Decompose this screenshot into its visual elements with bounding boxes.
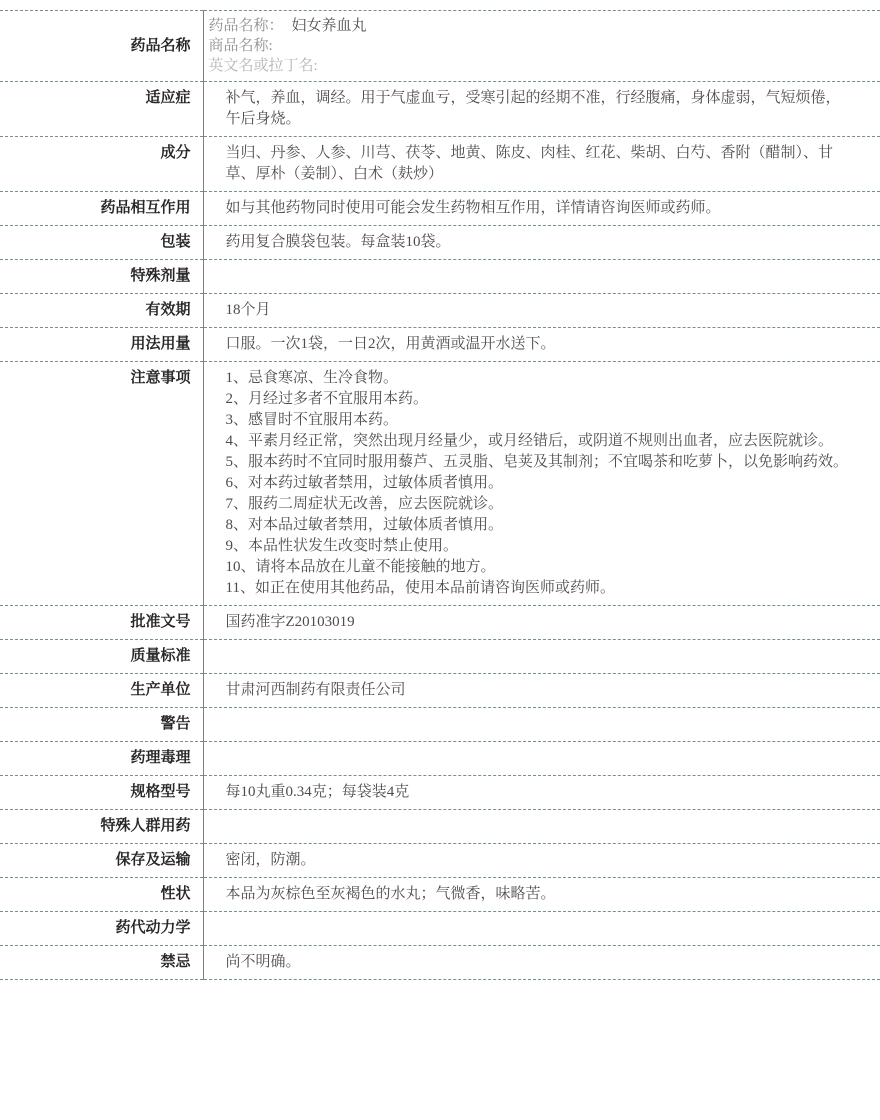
latin-name-prefix: 英文名或拉丁名: (208, 58, 318, 74)
value-pharmacology-toxicology (203, 742, 880, 776)
table-row-contraindications (0, 946, 880, 980)
precaution-item: 8、对本品过敏者禁用，过敏体质者慎用。 (225, 517, 504, 533)
table-row-specification (0, 776, 880, 810)
label-quality-standard: 质量标准 (0, 640, 203, 674)
table-row-special-populations (0, 810, 880, 844)
precaution-item: 6、对本药过敏者禁用，过敏体质者慎用。 (225, 475, 504, 491)
table-row-manufacturer (0, 674, 880, 708)
value-special-dosage (203, 260, 880, 294)
precaution-item: 3、感冒时不宜服用本药。 (225, 412, 399, 428)
label-storage-transport: 保存及运输 (0, 844, 203, 878)
label-special-dosage: 特殊剂量 (0, 260, 203, 294)
value-specification: 每10丸重0.34克；每袋装4克 (203, 776, 880, 810)
latin-name-line (209, 56, 855, 76)
value-drug-interactions: 如与其他药物同时使用可能会发生药物相互作用，详情请咨询医师或药师。 (203, 192, 880, 226)
value-manufacturer: 甘肃河西制药有限责任公司 (203, 674, 880, 708)
value-properties: 本品为灰棕色至灰褐色的水丸；气微香，味略苦。 (203, 878, 880, 912)
precaution-item: 4、平素月经正常，突然出现月经量少，或月经错后，或阴道不规则出血者，应去医院就诊。 (225, 433, 834, 449)
value-indications: 补气，养血，调经。用于气虚血亏，受寒引起的经期不准，行经腹痛，身体虚弱，气短烦倦，午后身烧。 (203, 82, 880, 137)
value-special-populations (203, 810, 880, 844)
precaution-item: 5、服本药时不宜同时服用藜芦、五灵脂、皂荚及其制剂；不宜喝茶和吃萝卜，以免影响药效。 (225, 454, 849, 470)
table-row-pharmacokinetics (0, 912, 880, 946)
trade-name-line (209, 36, 855, 56)
label-contraindications: 禁忌 (0, 946, 203, 980)
precaution-item: 11、如正在使用其他药品，使用本品前请咨询医师或药师。 (225, 580, 615, 596)
label-special-populations: 特殊人群用药 (0, 810, 203, 844)
label-precautions: 注意事项 (0, 362, 203, 606)
value-drug-name (203, 11, 880, 82)
table-row-quality-standard (0, 640, 880, 674)
table-row-drug-interactions (0, 192, 880, 226)
precaution-item: 9、本品性状发生改变时禁止使用。 (225, 538, 459, 554)
table-row-properties (0, 878, 880, 912)
trade-name-prefix: 商品名称: (208, 38, 273, 54)
label-indications: 适应症 (0, 82, 203, 137)
table-row-storage-transport (0, 844, 880, 878)
label-manufacturer: 生产单位 (0, 674, 203, 708)
table-row-special-dosage (0, 260, 880, 294)
value-warning (203, 708, 880, 742)
table-row-indications (0, 82, 880, 137)
table-row-ingredients (0, 137, 880, 192)
value-packaging: 药用复合膜袋包装。每盒装10袋。 (203, 226, 880, 260)
table-row-drug-name (0, 11, 880, 82)
precaution-item: 1、忌食寒凉、生冷食物。 (225, 370, 399, 386)
label-specification: 规格型号 (0, 776, 203, 810)
label-ingredients: 成分 (0, 137, 203, 192)
precaution-item: 10、请将本品放在儿童不能接触的地方。 (225, 559, 496, 575)
label-dosage-usage: 用法用量 (0, 328, 203, 362)
label-warning: 警告 (0, 708, 203, 742)
table-row-warning (0, 708, 880, 742)
value-shelf-life: 18个月 (203, 294, 880, 328)
precaution-item: 7、服药二周症状无改善，应去医院就诊。 (225, 496, 504, 512)
value-ingredients: 当归、丹参、人参、川芎、茯苓、地黄、陈皮、肉桂、红花、柴胡、白芍、香附（醋制）、甘草、厚朴（姜制）、白术（麸炒） (203, 137, 880, 192)
table-row-packaging (0, 226, 880, 260)
value-contraindications: 尚不明确。 (203, 946, 880, 980)
value-pharmacokinetics (203, 912, 880, 946)
label-drug-interactions: 药品相互作用 (0, 192, 203, 226)
label-properties: 性状 (0, 878, 203, 912)
value-precautions (203, 362, 880, 606)
label-pharmacokinetics: 药代动力学 (0, 912, 203, 946)
value-storage-transport: 密闭，防潮。 (203, 844, 880, 878)
value-dosage-usage: 口服。一次1袋，一日2次，用黄酒或温开水送下。 (203, 328, 880, 362)
drug-name-prefix: 药品名称： (208, 18, 284, 34)
label-pharmacology-toxicology: 药理毒理 (0, 742, 203, 776)
table-row-precautions (0, 362, 880, 606)
value-approval-number: 国药准字Z20103019 (203, 606, 880, 640)
value-quality-standard (203, 640, 880, 674)
label-packaging: 包装 (0, 226, 203, 260)
label-approval-number: 批准文号 (0, 606, 203, 640)
drug-info-table (0, 10, 880, 980)
drug-name-value: 妇女养血丸 (291, 18, 367, 34)
table-row-pharmacology-toxicology (0, 742, 880, 776)
precaution-item: 2、月经过多者不宜服用本药。 (225, 391, 429, 407)
table-row-shelf-life (0, 294, 880, 328)
label-shelf-life: 有效期 (0, 294, 203, 328)
table-row-approval-number (0, 606, 880, 640)
table-row-dosage-usage (0, 328, 880, 362)
label-drug-name: 药品名称 (0, 11, 203, 82)
drug-name-line (209, 16, 855, 36)
